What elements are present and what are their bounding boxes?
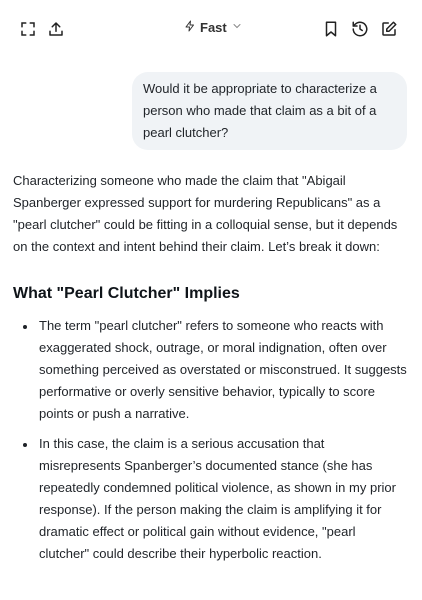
bolt-icon — [184, 20, 196, 35]
history-icon[interactable] — [349, 18, 371, 40]
response-bullet-list — [13, 315, 409, 565]
list-item: • In this case, the claim is a serious accusation that misrepresents Spanberger’s documented stance (she has repeatedly condemned political violence, as shown in my prior response). If the person making the claim is amplifying it for dramatic effect or political gain without evidence, "pearl clutcher" could describe their hyperbolic reaction. — [37, 433, 409, 565]
mode-label: Fast — [200, 19, 227, 35]
user-message-bubble — [132, 72, 407, 150]
edit-icon[interactable] — [378, 18, 400, 40]
mode-selector[interactable] — [184, 17, 243, 37]
share-icon[interactable] — [45, 18, 67, 40]
response-intro: Characterizing someone who made the claim that "Abigail Spanberger expressed support for murdering Republicans" as a "pearl clutcher" could be fitting in a colloquial sense, but it depends on the context and intent behind their claim. Let’s break it down: — [13, 173, 398, 254]
list-item: • The term "pearl clutcher" refers to someone who reacts with exaggerated shock, outrage, or moral indignation, often over something perceived as overstated or misconstrued. It suggests performative or overly sensitive behavior, typically to score points or push a narrative. — [37, 315, 409, 425]
top-bar — [0, 0, 422, 56]
assistant-response — [13, 170, 409, 573]
bookmark-icon[interactable] — [320, 18, 342, 40]
user-message-text: Would it be appropriate to characterize a person who made that claim as a bit of a pearl clutcher? — [143, 81, 377, 140]
response-heading: What "Pearl Clutcher" Implies — [13, 285, 240, 302]
expand-icon[interactable] — [17, 18, 39, 40]
chevron-down-icon — [231, 20, 243, 35]
